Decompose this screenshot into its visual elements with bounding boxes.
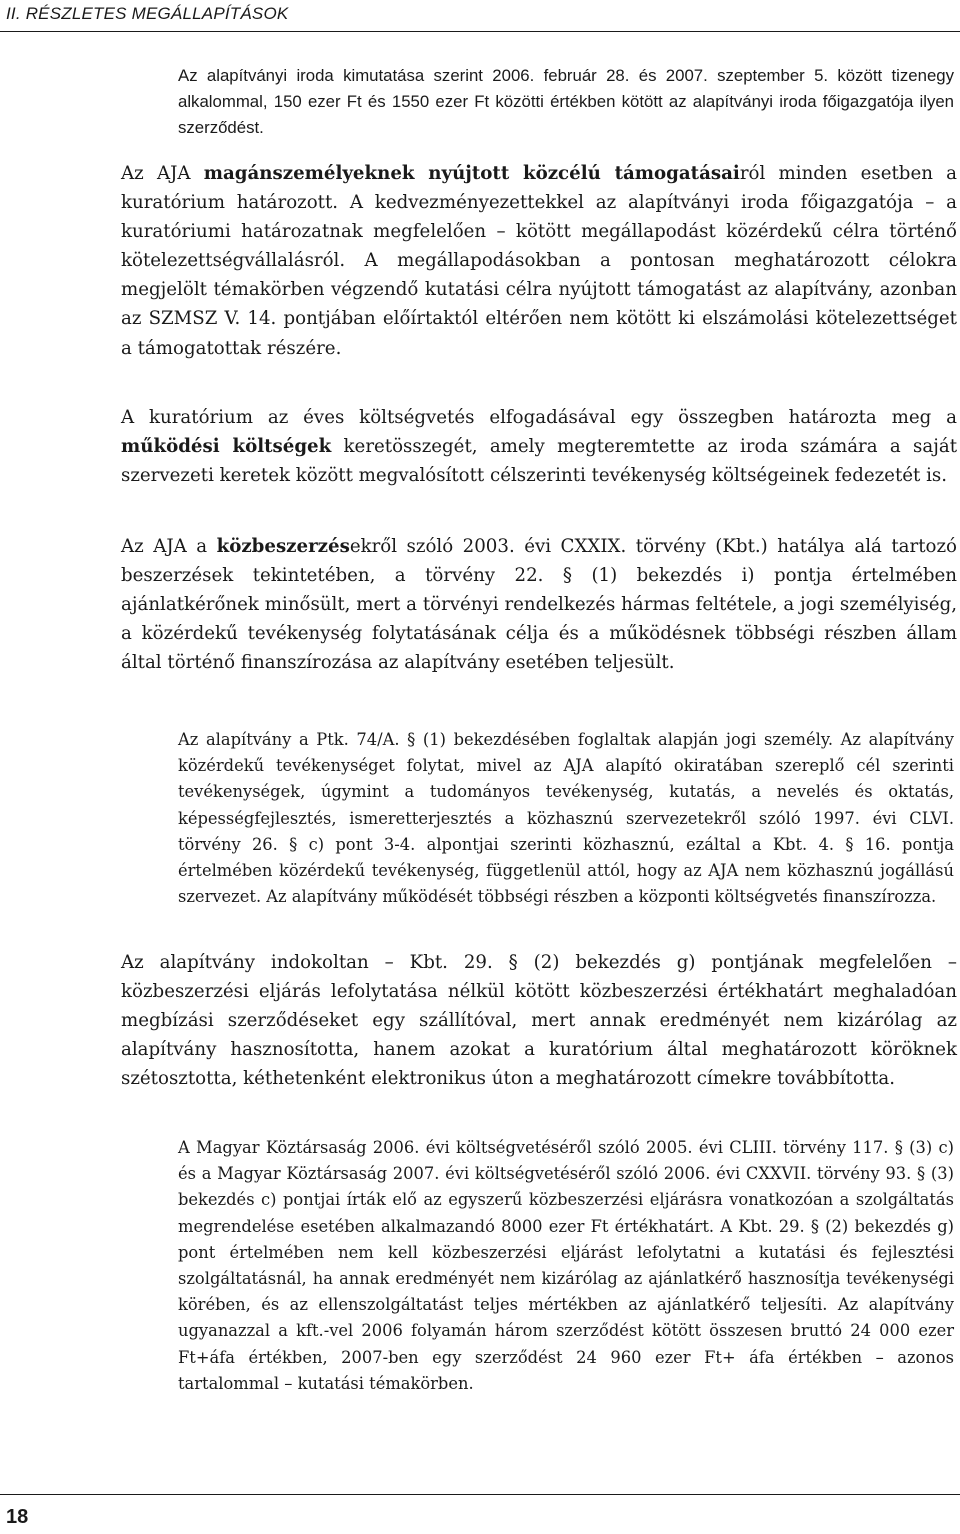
paragraph-text: Az alapítvány indokoltan – Kbt. 29. § (2) bekezdés g) pontjának megfelelően – közbeszerzési eljárás lefolytatása nélkül kötött közbeszerzési értékhatárt meghaladóan megbízási szerződéseket egy szállítóval, mert annak eredményét nem kizárólag az alapítvány hasznosította, hanem azokat a kuratórium által meghatározott köröknek szétosztotta, kéthetenként elektronikus úton a meghatározott címekre továbbította.: [121, 952, 957, 1090]
paragraph-intro: Az AJA: [121, 163, 204, 184]
header-divider: [0, 31, 960, 32]
paragraph-text: Az alapítványi iroda kimutatása szerint 2006. február 28. és 2007. szeptember 5. között tizenegy alkalommal, 150 ezer Ft és 1550 ezer Ft közötti értékben kötött az alapítványi iroda főigazgatója ilyen szerződést.: [178, 66, 954, 137]
paragraph-rest: ekről szóló 2003. évi CXXIX. törvény (Kbt.) hatálya alá tartozó beszerzések tekintetében, a törvény 22. § (1) bekezdés i) pontja értelmében ajánlatkérőnek minősült, mert a törvényi rendelkezés hármas feltétele, a jogi személyiség, a közérdekű tevékenység folytatásának célja és a működésnek többségi részben állam által történő finanszírozása az alapítvány esetében teljesült.: [121, 536, 957, 674]
paragraph-rest: ról minden esetben a kuratórium határozott. A kedvezményezettekkel az alapítványi iroda főigazgatója – a kuratóriumi határozatnak megfelelően – kötött megállapodást közérdekű célra történő kötelezettségvállalásról. A megállapodásokban a pontosan meghatározott célokra megjelölt témakörben végzendő kutatási célra nyújtott támogatást az alapítvány, azonban az SZMSZ V. 14. pontjában előírtaktól eltérően nem kötött ki elszámolási kötelezettséget a támogatottak részére.: [121, 163, 957, 359]
paragraph-public-procurement: [121, 532, 957, 677]
paragraph-operating-costs: [121, 403, 957, 490]
section-title: II. RÉSZLETES MEGÁLLAPÍTÁSOK: [6, 4, 289, 23]
paragraph-emphasis: magánszemélyeknek nyújtott közcélú támogatásai: [203, 163, 740, 184]
paragraph-text: Az alapítvány a Ptk. 74/A. § (1) bekezdésében foglaltak alapján jogi személy. Az alapítvány közérdekű tevékenységet folytat, mivel az AJA alapító okiratában szereplő cél szerinti tevékenységek, úgymint a tudományos tevékenység, kutatás, a nevelés és oktatás, képességfejlesztés, ismeretterjesztés a közhasznú szervezetekről szóló 1997. évi CLVI. törvény 26. § c) pont 3-4. alpontjai szerinti közhasznú, ezáltal a Kbt. 4. § 16. pontja értelmében közérdekű tevékenység, függetlenül attól, hogy az AJA nem közhasznú jogállású szervezet. Az alapítvány működését többségi részben a központi költségvetés finanszírozza.: [178, 730, 954, 907]
paragraph-text: A Magyar Köztársaság 2006. évi költségvetéséről szóló 2005. évi CLIII. törvény 117. § (3) c) és a Magyar Köztársaság 2007. évi költségvetéséről szóló 2006. évi CXXVII. törvény 93. § (3) bekezdés c) pontjai írták elő az egyszerű közbeszerzési eljárásra vonatkozóan a szolgáltatás megrendelése esetében alkalmazandó 8000 ezer Ft értékhatárt. A Kbt. 29. § (2) bekezdés g) pont értelmében nem kell közbeszerzési eljárást lefolytatni a kutatási és fejlesztési szolgáltatásnál, ha annak eredményét nem kizárólag az ajánlatkérő hasznosítja tevékenységi körében, és az ellenszolgáltatást teljes mértékben az ajánlatkérő teljesíti. Az alapítvány ugyanazzal a kft.-vel 2006 folyamán három szerződést kötött összesen bruttó 24 000 ezer Ft+áfa értékben, 2007-ben egy szerződést 24 960 ezer Ft+ áfa értékben – azonos tartalommal – kutatási témakörben.: [178, 1138, 954, 1393]
paragraph-office-report: [178, 63, 954, 141]
page-number: 18: [6, 1506, 29, 1528]
paragraph-budget-law: [178, 1135, 954, 1397]
paragraph-contracts: [121, 948, 957, 1093]
paragraph-emphasis: működési költségek: [121, 436, 332, 458]
footer-divider: [0, 1494, 960, 1495]
paragraph-legal-person: [178, 727, 954, 910]
page-header: [0, 0, 960, 32]
paragraph-rest: keretösszegét, amely megteremtette az iroda számára a saját szervezeti keretek között megvalósított célszerinti tevékenység költségeinek fedezetét is.: [121, 436, 957, 487]
paragraph-intro: Az AJA a: [121, 536, 217, 557]
paragraph-emphasis: közbeszerzés: [216, 536, 350, 557]
paragraph-grants: [121, 159, 957, 363]
paragraph-intro: A kuratórium az éves költségvetés elfogadásával egy összegben határozta meg a: [121, 407, 957, 428]
